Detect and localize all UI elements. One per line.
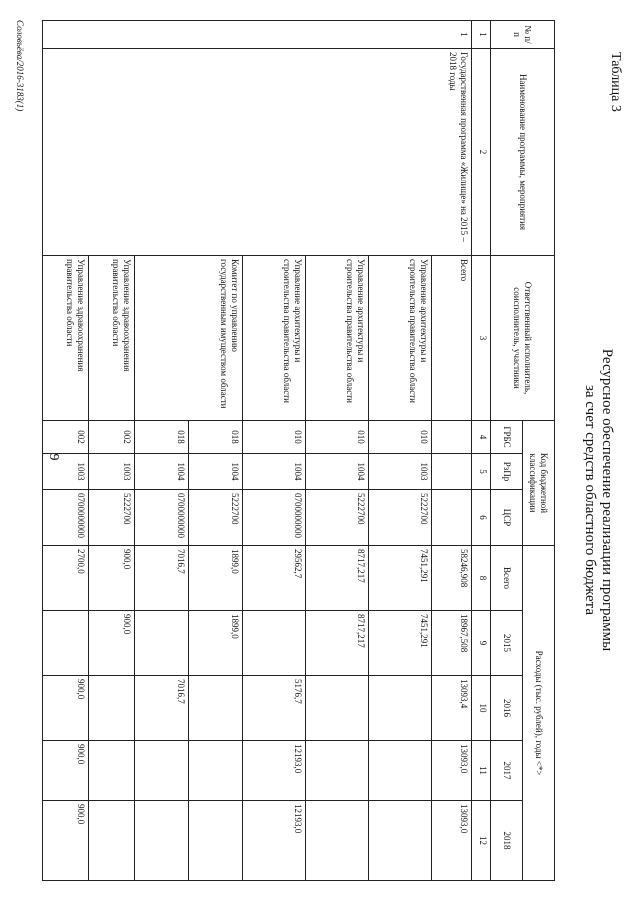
header-csr: ЦСР <box>491 490 523 546</box>
executor-cell: Управление архитектуры и строительства правительства области <box>243 256 306 421</box>
header-name: Наименование программы, мероприятия <box>491 49 555 256</box>
program-name: Государственная программа «Жилище» на 2015 – 2018 годы <box>43 49 472 256</box>
y2015-cell <box>243 611 306 676</box>
y2016-cell <box>369 676 432 741</box>
header-2016: 2016 <box>491 676 523 741</box>
y2017-cell: 900,0 <box>43 741 89 801</box>
header-num: № п/п <box>491 21 555 49</box>
header-executor: Ответственный исполнитель, соисполнитель, участники <box>491 256 555 421</box>
grbs-cell <box>432 421 472 454</box>
y2016-cell: 900,0 <box>43 676 89 741</box>
total-cell: 900,0 <box>89 546 135 611</box>
y2018-cell <box>189 801 243 881</box>
y2015-cell <box>135 611 189 676</box>
resource-table <box>42 20 555 881</box>
col-index: 12 <box>472 801 491 881</box>
y2016-cell <box>306 676 369 741</box>
executor-cell: Управление архитектуры и строительства правительства области <box>306 256 369 421</box>
csr-cell: 5222700 <box>189 490 243 546</box>
y2018-cell: 12193,0 <box>243 801 306 881</box>
total-cell: 29562,7 <box>243 546 306 611</box>
total-cell: 58246,908 <box>432 546 472 611</box>
y2017-cell <box>135 741 189 801</box>
total-cell: 1899,0 <box>189 546 243 611</box>
title-line-2: за счет средств областного бюджета <box>582 384 598 616</box>
y2017-cell: 13093,0 <box>432 741 472 801</box>
grbs-cell: 010 <box>369 421 432 454</box>
program-num: 1 <box>43 21 472 49</box>
executor-cell: Комитет по управлению государственным имуществом области <box>135 256 243 421</box>
y2018-cell: 900,0 <box>43 801 89 881</box>
rzpr-cell: 1004 <box>243 454 306 490</box>
y2018-cell <box>89 801 135 881</box>
total-cell: 7451,291 <box>369 546 432 611</box>
y2017-cell <box>306 741 369 801</box>
col-index: 5 <box>472 454 491 490</box>
header-total: Всего <box>491 546 523 611</box>
col-index: 9 <box>472 611 491 676</box>
csr-cell: 0700000000 <box>243 490 306 546</box>
grbs-cell: 010 <box>306 421 369 454</box>
header-grbs: ГРБС <box>491 421 523 454</box>
executor-cell: Управление здравоохранения правительства области <box>89 256 135 421</box>
rzpr-cell: 1004 <box>135 454 189 490</box>
y2016-cell: 5176,7 <box>243 676 306 741</box>
y2018-cell: 13093,0 <box>432 801 472 881</box>
y2017-cell <box>189 741 243 801</box>
rzpr-cell: 1003 <box>369 454 432 490</box>
header-2018: 2018 <box>491 801 523 881</box>
grbs-cell: 002 <box>43 421 89 454</box>
col-index: 10 <box>472 676 491 741</box>
csr-cell: 5222700 <box>89 490 135 546</box>
rzpr-cell: 1003 <box>89 454 135 490</box>
col-index: 2 <box>472 49 491 256</box>
csr-cell <box>432 490 472 546</box>
col-index: 6 <box>472 490 491 546</box>
y2015-cell: 8717,217 <box>306 611 369 676</box>
rzpr-cell: 1003 <box>43 454 89 490</box>
page-number: 9 <box>46 453 61 461</box>
header-expenses: Расходы (тыс. рублей), годы <*> <box>523 546 555 881</box>
grbs-cell: 018 <box>189 421 243 454</box>
y2015-cell: 900,0 <box>89 611 135 676</box>
executor-cell: Всего <box>432 256 472 421</box>
executor-cell: Управление архитектуры и строительства правительства области <box>369 256 432 421</box>
header-2017: 2017 <box>491 741 523 801</box>
y2015-cell: 18967,508 <box>432 611 472 676</box>
header-2015: 2015 <box>491 611 523 676</box>
y2017-cell: 12193,0 <box>243 741 306 801</box>
y2015-cell: 7451,291 <box>369 611 432 676</box>
y2015-cell <box>43 611 89 676</box>
csr-cell: 5222700 <box>306 490 369 546</box>
total-cell: 2700,0 <box>43 546 89 611</box>
table-row <box>432 21 472 881</box>
y2018-cell <box>306 801 369 881</box>
y2015-cell: 1899,0 <box>189 611 243 676</box>
grbs-cell: 002 <box>89 421 135 454</box>
y2017-cell <box>89 741 135 801</box>
y2018-cell <box>369 801 432 881</box>
csr-cell: 0700000000 <box>43 490 89 546</box>
rzpr-cell: 1004 <box>189 454 243 490</box>
col-index: 4 <box>472 421 491 454</box>
total-cell: 7016,7 <box>135 546 189 611</box>
column-index-row <box>472 21 491 881</box>
y2016-cell <box>189 676 243 741</box>
rzpr-cell: 1004 <box>306 454 369 490</box>
col-index: 8 <box>472 546 491 611</box>
y2016-cell: 13093,4 <box>432 676 472 741</box>
col-index: 11 <box>472 741 491 801</box>
header-budget-code: Код бюджетной классификации <box>523 421 555 546</box>
y2017-cell <box>369 741 432 801</box>
total-cell: 8717,217 <box>306 546 369 611</box>
csr-cell: 0700000000 <box>135 490 189 546</box>
col-index: 3 <box>472 256 491 421</box>
document-footer: Соловьёва/2016-3183(1) <box>15 20 25 112</box>
table-label: Таблица 3 <box>608 52 623 112</box>
page-title <box>581 330 615 670</box>
rzpr-cell <box>432 454 472 490</box>
y2016-cell <box>89 676 135 741</box>
grbs-cell: 010 <box>243 421 306 454</box>
header-rzpr: РзПр <box>491 454 523 490</box>
executor-cell: Управление здравоохранения правительства области <box>43 256 89 421</box>
csr-cell: 5222700 <box>369 490 432 546</box>
title-line-1: Ресурсное обеспечение реализации программы <box>599 348 615 652</box>
y2018-cell <box>135 801 189 881</box>
grbs-cell: 018 <box>135 421 189 454</box>
col-index: 1 <box>472 21 491 49</box>
y2016-cell: 7016,7 <box>135 676 189 741</box>
